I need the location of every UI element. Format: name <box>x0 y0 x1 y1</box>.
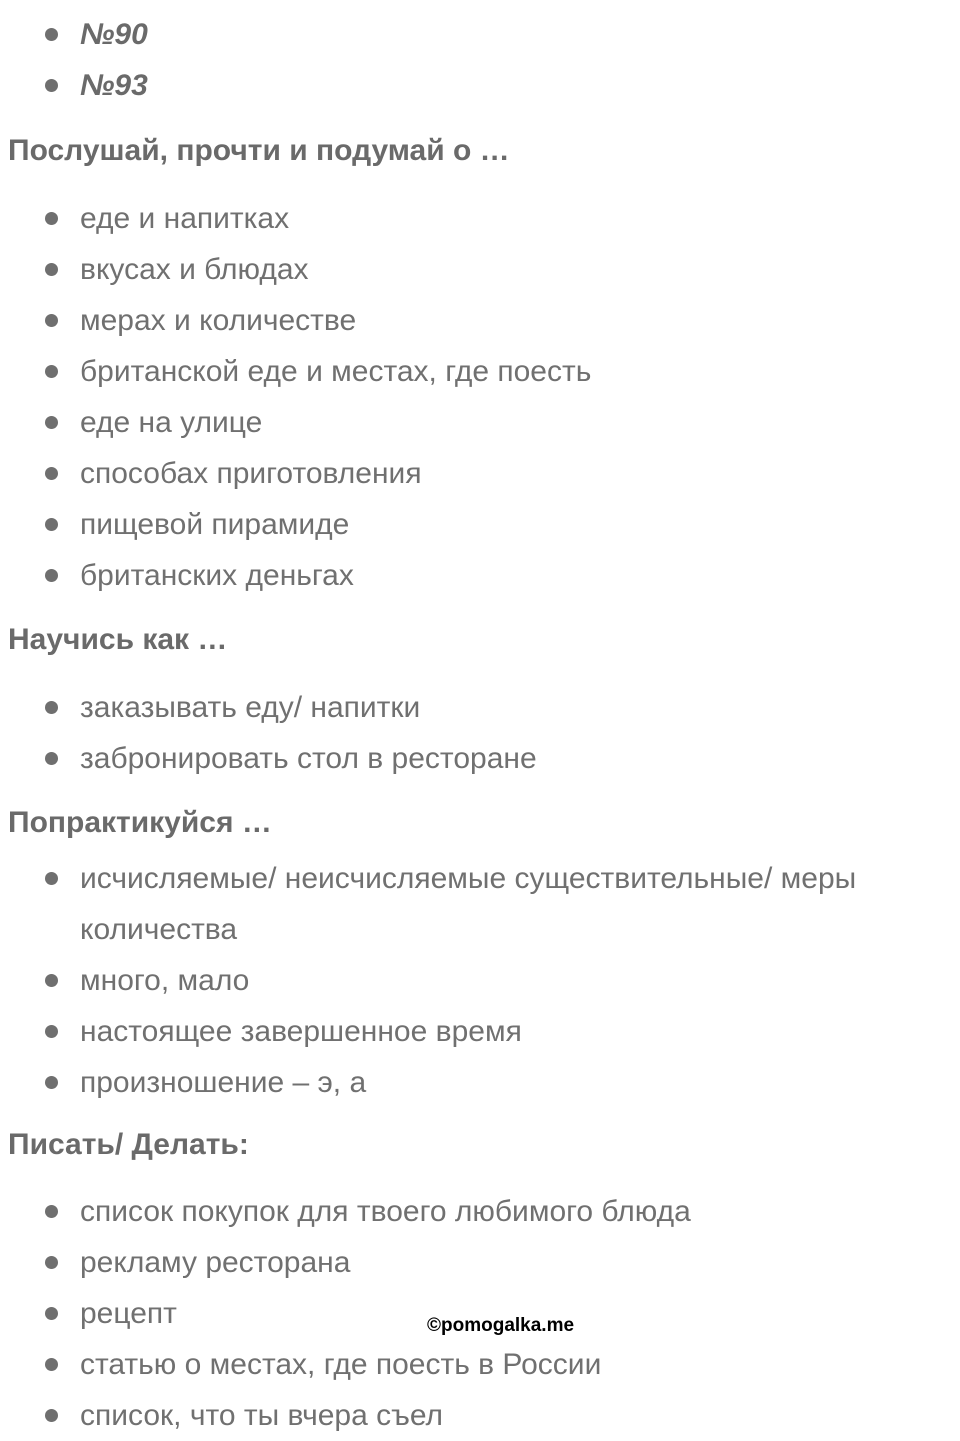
list-item <box>0 397 950 448</box>
list-item <box>0 1186 950 1237</box>
list-item <box>0 9 950 60</box>
section-write-list <box>0 1186 950 1441</box>
bullet-icon <box>45 974 58 987</box>
top-items-block <box>0 9 950 111</box>
list-item <box>0 295 950 346</box>
list-item-text: забронировать стол в ресторане <box>80 742 537 775</box>
list-item <box>0 1339 950 1390</box>
bullet-icon <box>45 314 58 327</box>
list-item-text: список покупок для твоего любимого блюда <box>80 1195 691 1228</box>
list-item <box>0 1390 950 1441</box>
bullet-icon <box>45 467 58 480</box>
section-learn-list <box>0 682 950 784</box>
section-heading-learn: Научись как … <box>8 623 228 656</box>
bullet-icon <box>45 263 58 276</box>
list-item-text: настоящее завершенное время <box>80 1015 522 1048</box>
list-item-text: мерах и количестве <box>80 304 357 337</box>
bullet-icon <box>45 79 58 92</box>
list-item-text: произношение – э, а <box>80 1066 367 1099</box>
list-item <box>0 1057 950 1108</box>
section-listen-list-block <box>0 193 950 601</box>
bullet-icon <box>45 1409 58 1422</box>
bullet-icon <box>45 518 58 531</box>
list-item <box>0 499 950 550</box>
bullet-icon <box>45 1025 58 1038</box>
bullet-icon <box>45 1076 58 1089</box>
list-item <box>0 1006 950 1057</box>
section-listen-list <box>0 193 950 601</box>
watermark: ©pomogalka.me <box>427 1315 575 1336</box>
section-write-list-block <box>0 1186 950 1441</box>
bullet-icon <box>45 1358 58 1371</box>
section-heading-practice: Попрактикуйся … <box>8 806 272 839</box>
bullet-icon <box>45 365 58 378</box>
list-item-text: исчисляемые/ неисчисляемые существительные/ меры количества <box>80 862 857 946</box>
list-item <box>0 550 950 601</box>
bullet-icon <box>45 752 58 765</box>
section-learn-list-block <box>0 682 950 784</box>
list-item-text: еде и напитках <box>80 202 290 235</box>
section-heading-listen: Послушай, прочти и подумай о … <box>8 134 510 167</box>
list-item-text: рекламу ресторана <box>80 1246 351 1279</box>
section-practice-list <box>0 853 950 1108</box>
list-item-text: список, что ты вчера съел <box>80 1399 444 1432</box>
list-item-text: заказывать еду/ напитки <box>80 691 421 724</box>
list-item-text: еде на улице <box>80 406 263 439</box>
list-item-text: пищевой пирамиде <box>80 508 350 541</box>
bullet-icon <box>45 212 58 225</box>
list-item <box>0 448 950 499</box>
list-item <box>0 682 950 733</box>
list-item-text: №90 <box>80 18 148 51</box>
list-item <box>0 955 950 1006</box>
list-item <box>0 346 950 397</box>
bullet-icon <box>45 1307 58 1320</box>
list-item-text: вкусах и блюдах <box>80 253 309 286</box>
list-item <box>0 733 950 784</box>
list-item-text: №93 <box>80 69 148 102</box>
list-item-text: много, мало <box>80 964 250 997</box>
bullet-icon <box>45 416 58 429</box>
bullet-icon <box>45 28 58 41</box>
bullet-icon <box>45 872 58 885</box>
bullet-icon <box>45 1256 58 1269</box>
list-item-text: британских деньгах <box>80 559 354 592</box>
list-item-text: британской еде и местах, где поесть <box>80 355 592 388</box>
section-practice-list-block <box>0 853 950 1108</box>
top-items-list <box>0 9 950 111</box>
list-item <box>0 853 950 955</box>
list-item-text: способах приготовления <box>80 457 422 490</box>
bullet-icon <box>45 701 58 714</box>
bullet-icon <box>45 1205 58 1218</box>
list-item <box>0 60 950 111</box>
list-item <box>0 193 950 244</box>
section-heading-write: Писать/ Делать: <box>8 1128 249 1161</box>
list-item-text: статью о местах, где поесть в России <box>80 1348 602 1381</box>
bullet-icon <box>45 569 58 582</box>
list-item <box>0 1237 950 1288</box>
list-item <box>0 244 950 295</box>
list-item-text: рецепт <box>80 1297 177 1330</box>
